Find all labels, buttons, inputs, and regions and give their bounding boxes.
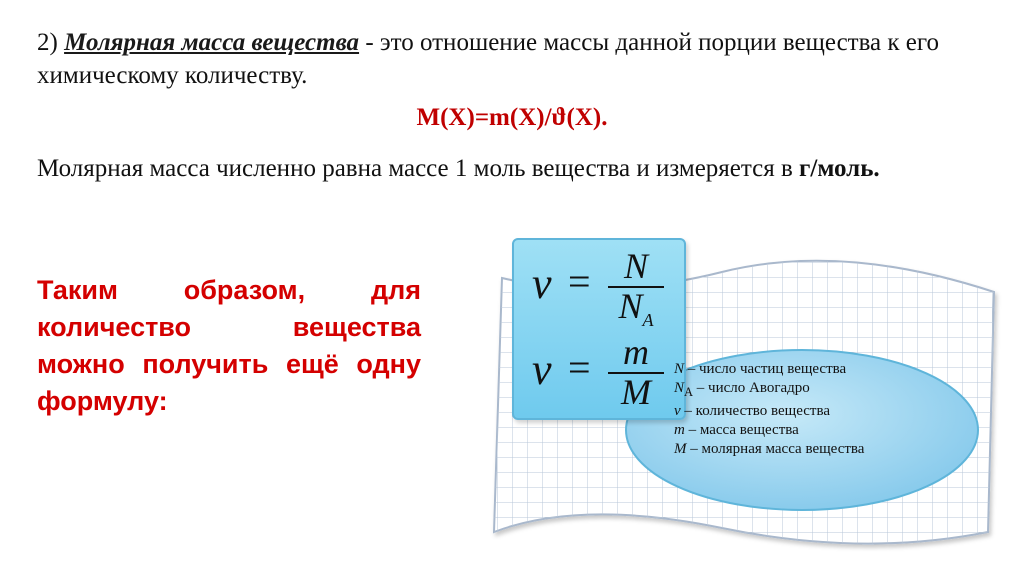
definition-paragraph xyxy=(37,26,997,92)
legend-item: M – молярная масса вещества xyxy=(674,441,865,457)
equals-sign: = xyxy=(568,345,591,390)
molar-mass-formula: M(X)=m(X)/ϑ(X). xyxy=(416,104,608,131)
legend-list xyxy=(674,360,934,459)
denominator: M xyxy=(621,372,651,412)
numerator: m xyxy=(623,332,649,372)
fraction xyxy=(604,248,668,338)
equals-sign: = xyxy=(568,259,591,304)
nu-symbol: ν xyxy=(532,345,552,394)
statement-paragraph xyxy=(37,152,997,185)
legend-item: N – число частиц вещества xyxy=(674,361,847,377)
nu-symbol: ν xyxy=(532,259,552,308)
statement-unit: г/моль. xyxy=(799,155,880,182)
denominator: $N_A$ xyxy=(618,286,654,331)
definition-text: - это отношение массы данной порции вещества к его химическому количеству. xyxy=(37,29,940,89)
definition-number: 2) xyxy=(37,29,58,56)
formula-particles xyxy=(526,246,676,331)
legend-item: m – масса вещества xyxy=(674,422,799,438)
definition-term: Молярная масса вещества xyxy=(64,29,360,56)
formula-mass xyxy=(526,332,676,412)
numerator: N xyxy=(623,246,648,286)
conclusion-text: Таким образом, для количество вещества можно получить ещё одну формулу: xyxy=(37,275,421,416)
statement-text: Молярная масса численно равна массе 1 моль вещества и измеряется в xyxy=(37,155,800,182)
formula-illustration xyxy=(482,232,1010,562)
legend-item: $N_A$ – число Авогадро xyxy=(674,380,810,399)
formula-card xyxy=(512,238,686,420)
fraction xyxy=(604,334,668,410)
legend-item: ν – количество вещества xyxy=(674,403,831,419)
